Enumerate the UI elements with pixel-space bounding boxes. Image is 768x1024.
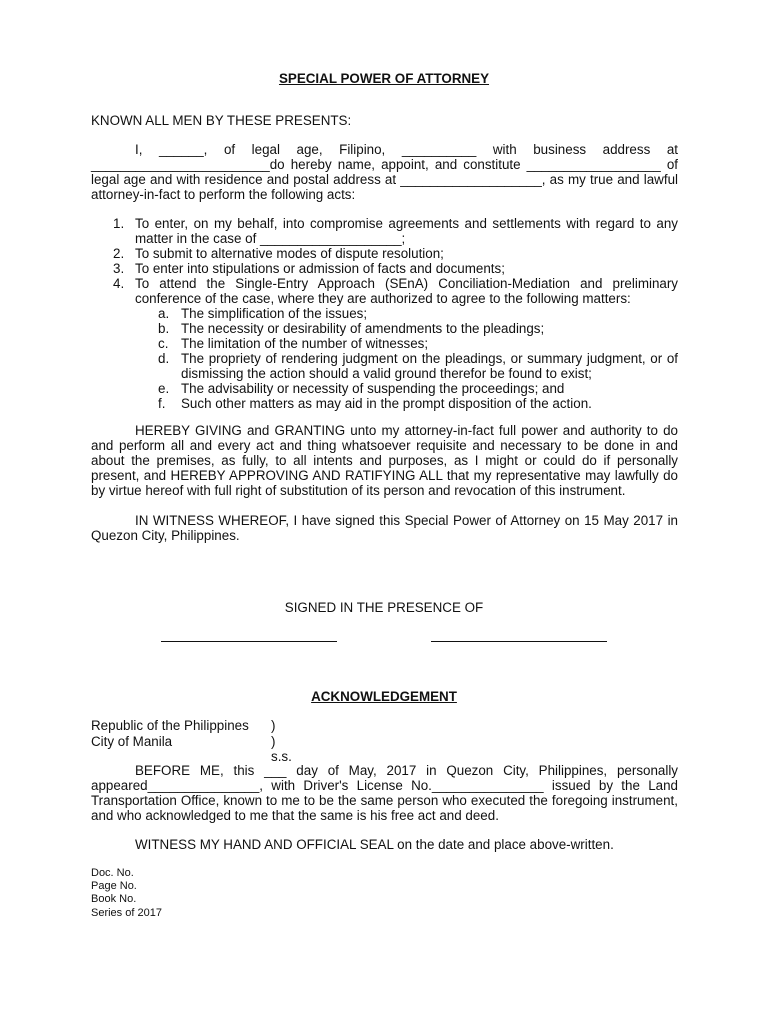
matter-text: The propriety of rendering judgment on the pleadings, or summary judgment, or of dismissing the action should a valid ground therefor be found to exist; xyxy=(181,351,678,381)
witness-whereof-paragraph: IN WITNESS WHEREOF, I have signed this Special Power of Attorney on 15 May 2017 in Quezon City, Philippines. xyxy=(91,513,678,543)
matter-letter: c. xyxy=(158,336,169,351)
matter-item-f xyxy=(91,396,678,411)
act-item-4 xyxy=(91,276,678,306)
venue-country: Republic of the Philippines xyxy=(91,718,249,733)
witness-signature-line-right xyxy=(431,641,607,642)
venue-row xyxy=(91,734,292,764)
document-title: SPECIAL POWER OF ATTORNEY xyxy=(278,71,490,86)
before-me-paragraph: BEFORE ME, this ___ day of May, 2017 in Quezon City, Philippines, personally appeared_______________, with Driver's License No._______________ issued by the Land Transportation Office, known to me to be the same person who executed the foregoing instrument, and who acknowledged to me that the same is his free act and deed. xyxy=(91,763,678,823)
act-text: To enter, on my behalf, into compromise agreements and settlements with regard to any matter in the case of ___________________; xyxy=(135,216,678,246)
acknowledgement-title: ACKNOWLEDGEMENT xyxy=(311,689,457,704)
matter-item-e xyxy=(91,381,678,396)
act-text: To submit to alternative modes of dispute resolution; xyxy=(135,246,444,261)
matter-text: The advisability or necessity of suspending the proceedings; and xyxy=(181,381,565,396)
venue-city: City of Manila xyxy=(91,734,173,749)
venue-bracket: ) xyxy=(271,718,276,733)
venue-ss: ) s.s. xyxy=(271,734,292,764)
witness-signature-line-left xyxy=(161,641,337,642)
matter-letter: f. xyxy=(158,396,166,411)
intro-line-3: legal age and with residence and postal address at ___________________, as my true and lawful xyxy=(91,172,678,187)
page-no: Page No. xyxy=(91,880,137,893)
matter-letter: e. xyxy=(158,381,170,396)
intro-line-4: attorney-in-fact to perform the following acts: xyxy=(91,187,356,202)
venue-row xyxy=(91,718,276,734)
book-no: Book No. xyxy=(91,893,137,906)
matter-letter: a. xyxy=(158,306,170,321)
matter-text: The necessity or desirability of amendments to the pleadings; xyxy=(181,321,545,336)
series: Series of 2017 xyxy=(91,906,162,919)
act-text: To enter into stipulations or admission of facts and documents; xyxy=(135,261,505,276)
intro-line-2: ________________________do hereby name, appoint, and constitute __________________ of xyxy=(91,157,678,172)
intro-line-1: I, ______, of legal age, Filipino, __________ with business address at xyxy=(135,142,678,157)
act-number: 3. xyxy=(113,261,125,276)
signed-in-presence-heading: SIGNED IN THE PRESENCE OF xyxy=(284,600,484,615)
opening-line: KNOWN ALL MEN BY THESE PRESENTS: xyxy=(91,113,352,128)
granting-paragraph: HEREBY GIVING and GRANTING unto my attorney-in-fact full power and authority to do and perform all and every act and thing whatsoever requisite and necessary to be done in and about the premises, as fully, to all intents and purposes, as I might or could do if personally present, and HEREBY APPROVING AND RATIFYING ALL that my representative may lawfully do by virtue hereof with full right of substitution of its person and revocation of this instrument. xyxy=(91,423,678,498)
matter-item-b xyxy=(91,321,678,336)
matter-text: Such other matters as may aid in the prompt disposition of the action. xyxy=(181,396,592,411)
matter-letter: d. xyxy=(158,351,170,366)
act-item-2 xyxy=(91,246,678,261)
act-text: To attend the Single-Entry Approach (SEnA) Conciliation-Mediation and preliminary conference of the case, where they are authorized to agree to the following matters: xyxy=(135,276,678,306)
matter-letter: b. xyxy=(158,321,170,336)
matter-text: The simplification of the issues; xyxy=(181,306,368,321)
doc-no: Doc. No. xyxy=(91,867,134,879)
venue-block xyxy=(91,718,292,764)
notarial-register xyxy=(91,867,162,920)
matter-item-c xyxy=(91,336,678,351)
act-number: 4. xyxy=(113,276,125,291)
matter-text: The limitation of the number of witnesses; xyxy=(181,336,429,351)
act-number: 2. xyxy=(113,246,125,261)
acts-list xyxy=(91,216,678,411)
act-number: 1. xyxy=(113,216,125,231)
act-item-3 xyxy=(91,261,678,276)
matter-item-a xyxy=(91,306,678,321)
witness-hand-paragraph: WITNESS MY HAND AND OFFICIAL SEAL on the date and place above-written. xyxy=(135,837,614,852)
intro-paragraph xyxy=(91,142,678,202)
act-item-1 xyxy=(91,216,678,246)
matter-item-d xyxy=(91,351,678,381)
